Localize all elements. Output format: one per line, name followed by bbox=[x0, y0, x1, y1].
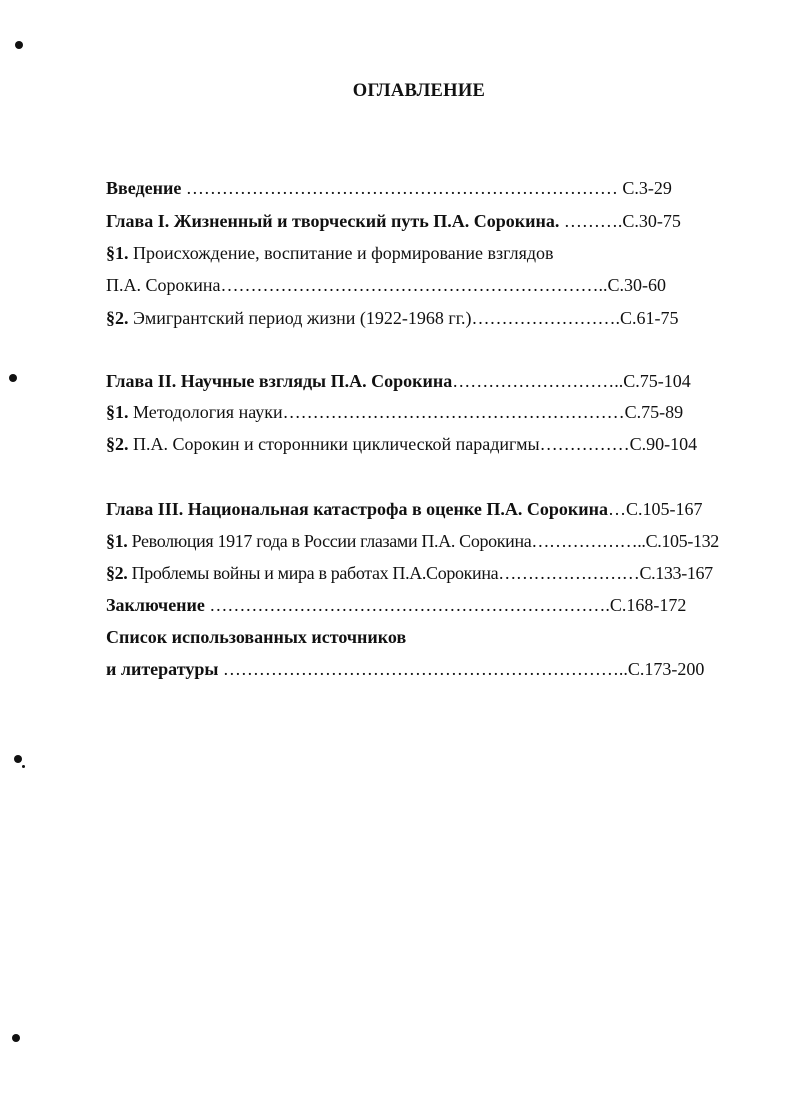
toc-heading: Введение bbox=[106, 178, 182, 198]
toc-section-mark: §1. bbox=[106, 402, 129, 422]
toc-entry bbox=[106, 370, 691, 392]
toc-section-title: Происхождение, воспитание и формирование взглядов bbox=[128, 243, 554, 263]
scan-speck bbox=[12, 1034, 20, 1042]
toc-entry bbox=[106, 626, 406, 648]
toc-heading: Глава III. Национальная катастрофа в оценке П.А. Сорокина bbox=[106, 499, 608, 519]
toc-heading: Глава I. Жизненный и творческий путь П.А. Сорокина. bbox=[106, 211, 560, 231]
toc-page-ref: ………………………………………………………….С.168-172 bbox=[204, 595, 687, 615]
toc-section-title: Проблемы войны и мира в работах П.А.Сорокина……………………С.133-167 bbox=[127, 563, 713, 583]
toc-entry bbox=[106, 210, 681, 232]
toc-page-ref: …С.105-167 bbox=[607, 499, 703, 519]
toc-section-title: П.А. Сорокин и сторонники циклической парадигмы……………С.90-104 bbox=[128, 434, 698, 454]
toc-heading: Глава II. Научные взгляды П.А. Сорокина bbox=[106, 371, 453, 391]
toc-page-ref: ……….С.30-75 bbox=[559, 211, 681, 231]
toc-section-title: П.А. Сорокина………………………………………………………..С.30-60 bbox=[106, 275, 667, 295]
toc-heading: и литературы bbox=[106, 659, 219, 679]
toc-entry bbox=[106, 433, 697, 455]
page-title: ОГЛАВЛЕНИЕ bbox=[352, 81, 486, 101]
toc-entry bbox=[106, 274, 666, 296]
toc-entry bbox=[106, 401, 683, 423]
toc-section-title: Эмигрантский период жизни (1922-1968 гг.)…………………….С.61-75 bbox=[128, 308, 679, 328]
scan-speck bbox=[22, 765, 25, 768]
toc-heading: Заключение bbox=[106, 595, 205, 615]
toc-page-ref: …………………………………………………………..С.173-200 bbox=[218, 659, 705, 679]
toc-entry bbox=[106, 177, 672, 199]
toc-section-mark: §2. bbox=[106, 563, 128, 583]
toc-entry bbox=[106, 562, 713, 584]
toc-entry bbox=[106, 594, 686, 616]
toc-section-mark: §1. bbox=[106, 531, 128, 551]
toc-entry bbox=[106, 307, 679, 329]
scan-speck bbox=[9, 374, 17, 382]
toc-section-mark: §1. bbox=[106, 243, 129, 263]
toc-entry bbox=[106, 658, 704, 680]
toc-entry bbox=[106, 530, 719, 552]
toc-entry bbox=[106, 498, 702, 520]
scan-speck bbox=[14, 755, 22, 763]
toc-section-title: Революция 1917 года в России глазами П.А. Сорокина………………..С.105-132 bbox=[127, 531, 719, 551]
toc-page-ref: ………………………..С.75-104 bbox=[452, 371, 691, 391]
toc-heading: Список использованных источников bbox=[106, 627, 407, 647]
scan-speck bbox=[15, 41, 23, 49]
toc-section-mark: §2. bbox=[106, 434, 129, 454]
toc-section-title: Методология науки…………………………………………………С.75-89 bbox=[128, 402, 684, 422]
toc-entry bbox=[106, 242, 554, 264]
toc-section-mark: §2. bbox=[106, 308, 129, 328]
toc-page-ref: ……………………………………………………………… С.3-29 bbox=[181, 178, 672, 198]
